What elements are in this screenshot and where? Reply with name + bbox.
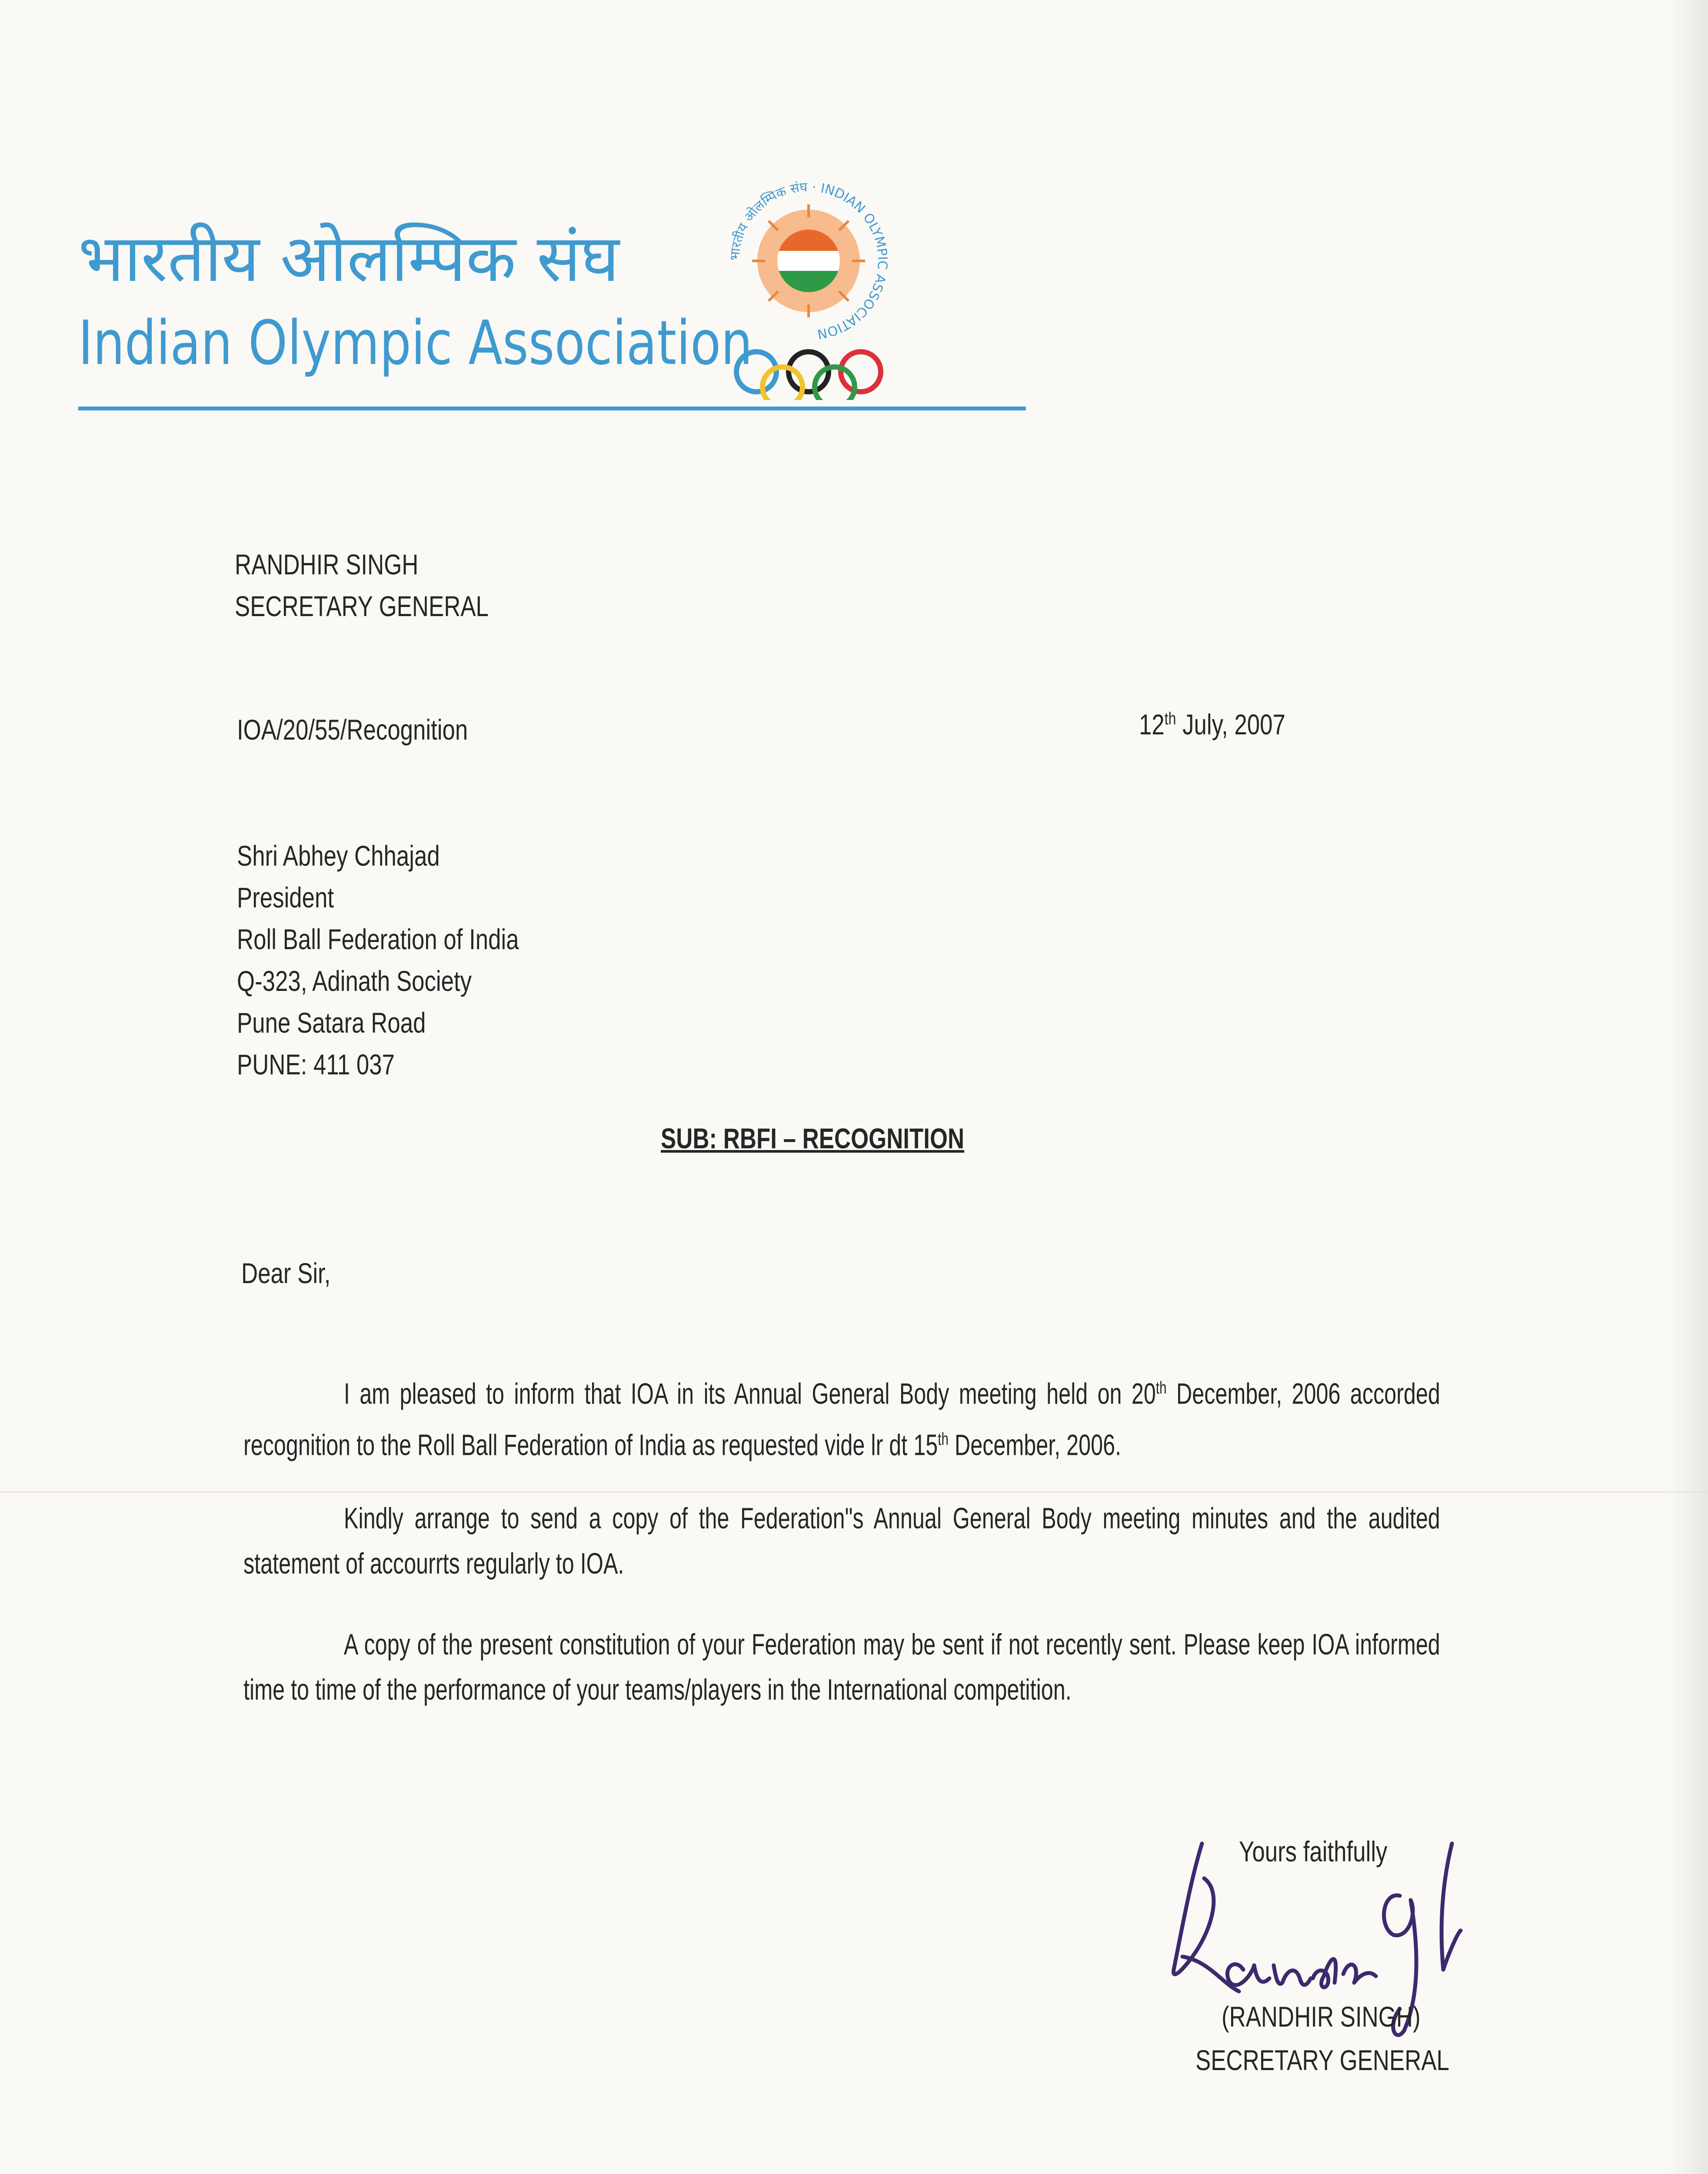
sender-name: RANDHIR SINGH <box>235 548 419 580</box>
recipient-line: President <box>237 881 334 914</box>
signatory-title: SECRETARY GENERAL <box>1195 2044 1449 2076</box>
recipient-line: PUNE: 411 037 <box>237 1048 395 1080</box>
letterhead-rule <box>78 407 1026 410</box>
org-name-hindi: भारतीय ओलम्पिक संघ <box>78 221 619 297</box>
recipient-line: Pune Satara Road <box>237 1007 426 1039</box>
subject-line: SUB: RBFI – RECOGNITION <box>661 1122 965 1154</box>
paper-edge-shadow <box>1669 0 1708 2174</box>
org-name-english: Indian Olympic Association <box>78 308 753 379</box>
recipient-line: Q-323, Adinath Society <box>237 965 472 997</box>
ioa-emblem-logo <box>722 87 896 400</box>
body-paragraph-3: A copy of the present constitution of your Federation may be sent if not recently sent. Please keep IOA informed time to time of the performance of your teams/players in the International competition. <box>243 1628 1440 1706</box>
valediction: Yours faithfully <box>1239 1835 1388 1867</box>
recipient-line: Shri Abhey Chhajad <box>237 840 440 872</box>
body-paragraph-2: Kindly arrange to send a copy of the Federation"s Annual General Body meeting minutes and the audited statement of accourrts regularly to IOA. <box>243 1502 1440 1580</box>
paper-fold-line <box>0 1491 1708 1493</box>
sender-title: SECRETARY GENERAL <box>235 590 489 622</box>
olympic-rings-icon <box>736 352 881 400</box>
recipient-line: Roll Ball Federation of India <box>237 923 519 955</box>
letter-date: 12th July, 2007 <box>1139 708 1285 740</box>
salutation: Dear Sir, <box>241 1257 331 1289</box>
signatory-name: (RANDHIR SINGH) <box>1222 2001 1421 2033</box>
reference-number: IOA/20/55/Recognition <box>237 714 468 746</box>
logo-ring-text: भारतीय ओलम्पिक संघ · INDIAN OLYMPIC ASSOCIATION <box>727 179 890 342</box>
body-paragraph-1: I am pleased to inform that IOA in its Annual General Body meeting held on 20th December, 2006 accorded recognition to the Roll Ball Federation of India as requested vide lr dt 15th December, 2006. <box>243 1377 1440 1462</box>
